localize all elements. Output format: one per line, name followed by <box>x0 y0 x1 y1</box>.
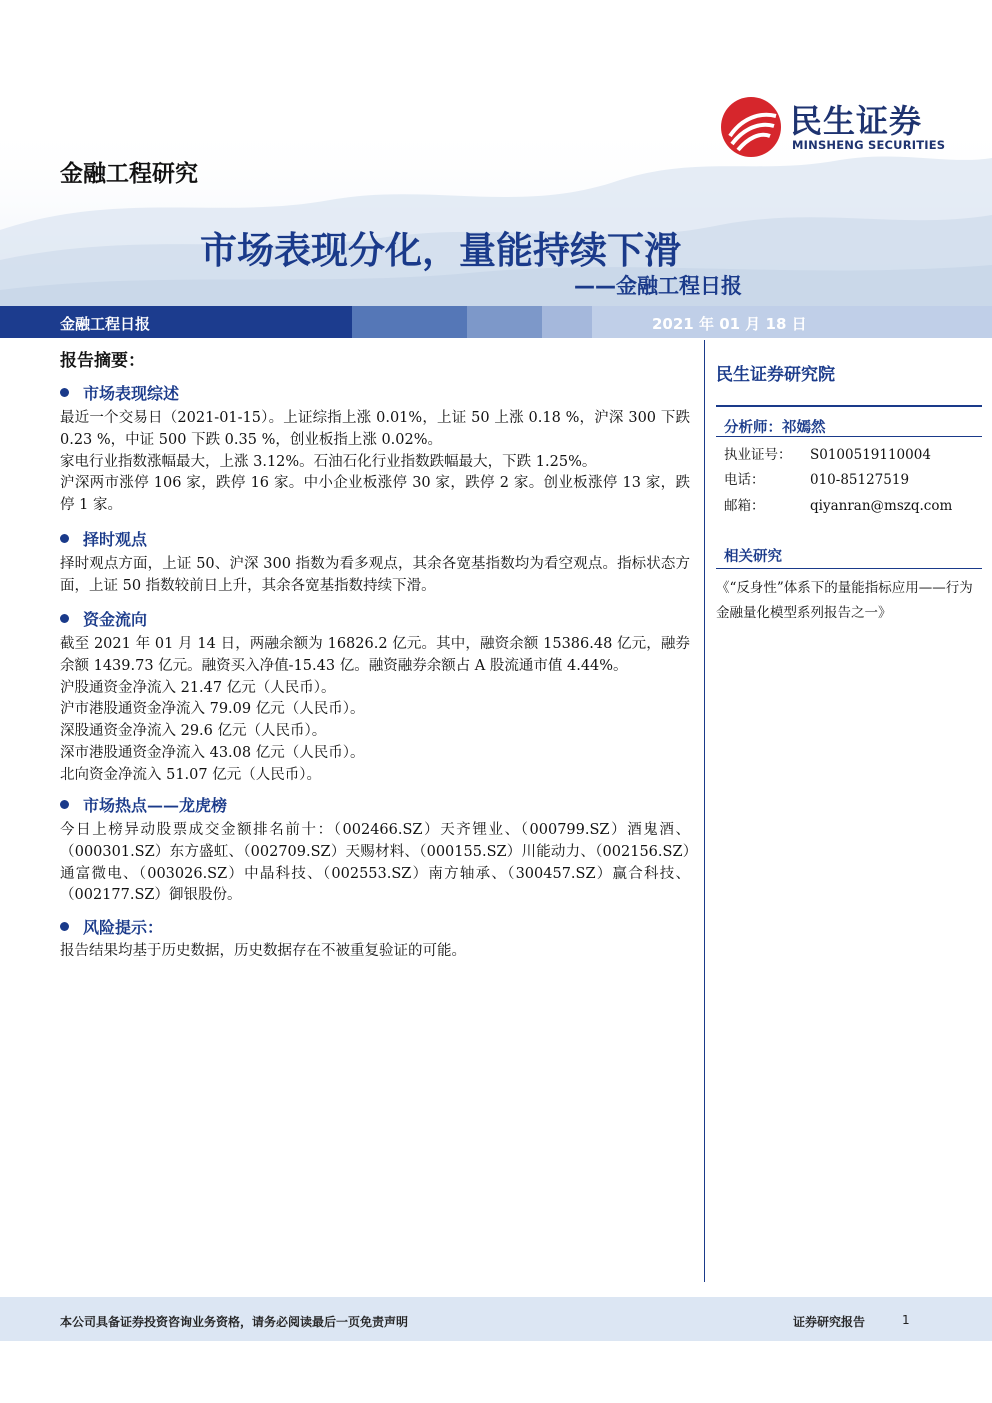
department-title: 金融工程研究 <box>60 161 198 187</box>
bullet-icon <box>60 922 69 931</box>
section-heading-risk: 风险提示： <box>60 915 163 938</box>
footer-disclaimer: 本公司具备证券投资咨询业务资格，请务必阅读最后一页免责声明 <box>60 1315 409 1329</box>
logo-english-name: MINSHENG SECURITIES <box>792 138 946 152</box>
section-body-fund-flow <box>60 634 690 787</box>
bullet-icon <box>60 534 69 543</box>
analyst-name: 分析师：祁嫣然 <box>724 419 826 436</box>
band-report-type: 金融工程日报 <box>60 315 151 333</box>
bullet-icon <box>60 800 69 809</box>
bullet-icon <box>60 614 69 623</box>
column-divider <box>704 340 705 1282</box>
section-body-timing <box>60 554 690 598</box>
paragraph: 沪市港股通资金净流入 79.09 亿元（人民币）。 <box>60 701 365 718</box>
paragraph: 深市港股通资金净流入 43.08 亿元（人民币）。 <box>60 744 365 761</box>
report-date: 2021 年 01 月 18 日 <box>652 315 807 333</box>
summary-heading: 报告摘要： <box>60 351 145 371</box>
section-heading-timing: 择时观点 <box>60 527 147 550</box>
paragraph: 沪股通资金净流入 21.47 亿元（人民币）。 <box>60 679 336 696</box>
section-body-risk <box>60 941 690 963</box>
footer-doc-type: 证券研究报告 <box>793 1315 866 1329</box>
institute-name: 民生证券研究院 <box>716 365 835 385</box>
logo-chinese-name: 民生证券 <box>790 102 923 140</box>
paragraph: 深股通资金净流入 29.6 亿元（人民币）。 <box>60 723 327 740</box>
paragraph: 沪深两市涨停 106 家，跌停 16 家。中小企业板涨停 30 家，跌停 2 家。创业板涨停 13 家，跌停 1 家。 <box>60 475 690 514</box>
report-subtitle: ——金融工程日报 <box>574 274 742 298</box>
section-body-market-overview <box>60 408 690 517</box>
paragraph: 最近一个交易日（2021-01-15）。上证综指上涨 0.01%，上证 50 上涨 0.18 %，沪深 300 下跌 0.23 %，中证 500 下跌 0.35 %，创业板指上涨 0.02%。 <box>60 410 690 448</box>
page-number: 1 <box>902 1313 910 1327</box>
phone-row: 电话： 010-85127519 <box>724 472 910 488</box>
paragraph: 今日上榜异动股票成交金额排名前十：（002466.SZ）天齐锂业、（000799.SZ）酒鬼酒、（000301.SZ）东方盛虹、（002709.SZ）天赐材料、（000155.SZ）川能动力、（002156.SZ）通富微电、（003026.SZ）中晶科技、（002553.SZ）南方轴承、（300457.SZ）赢合科技、（002177.SZ）御银股份。 <box>60 822 690 904</box>
minsheng-logo-icon <box>720 96 782 158</box>
license-row: 执业证号： S0100519110004 <box>724 447 931 463</box>
related-research-heading: 相关研究 <box>724 548 782 565</box>
paragraph: 北向资金净流入 51.07 亿元（人民币）。 <box>60 766 321 783</box>
divider <box>716 436 982 437</box>
section-body-hotspot <box>60 820 690 907</box>
divider <box>716 568 982 569</box>
report-title: 市场表现分化，量能持续下滑 <box>200 229 681 272</box>
section-heading-market-overview: 市场表现综述 <box>60 381 179 404</box>
paragraph: 报告结果均基于历史数据，历史数据存在不被重复验证的可能。 <box>60 943 466 959</box>
minsheng-logo <box>720 96 950 156</box>
email-row: 邮箱： qiyanran@mszq.com <box>724 498 953 514</box>
related-research-item[interactable]: 《“反身性”体系下的量能指标应用——行为金融量化模型系列报告之一》 <box>716 580 973 621</box>
section-heading-fund-flow: 资金流向 <box>60 607 147 630</box>
paragraph: 家电行业指数涨幅最大，上涨 3.12%。石油石化行业指数跌幅最大，下跌 1.25%。 <box>60 453 597 470</box>
divider <box>716 405 982 407</box>
bullet-icon <box>60 388 69 397</box>
section-heading-hotspot: 市场热点——龙虎榜 <box>60 793 227 816</box>
paragraph: 择时观点方面，上证 50、沪深 300 指数为看多观点，其余各宽基指数均为看空观点。指标状态方面，上证 50 指数较前日上升，其余各宽基指数持续下滑。 <box>60 556 690 594</box>
paragraph: 截至 2021 年 01 月 14 日，两融余额为 16826.2 亿元。其中，融资余额 15386.48 亿元，融券余额 1439.73 亿元。融资买入净值-15.43 亿。融资融券余额占 A 股流通市值 4.44%。 <box>60 636 690 674</box>
